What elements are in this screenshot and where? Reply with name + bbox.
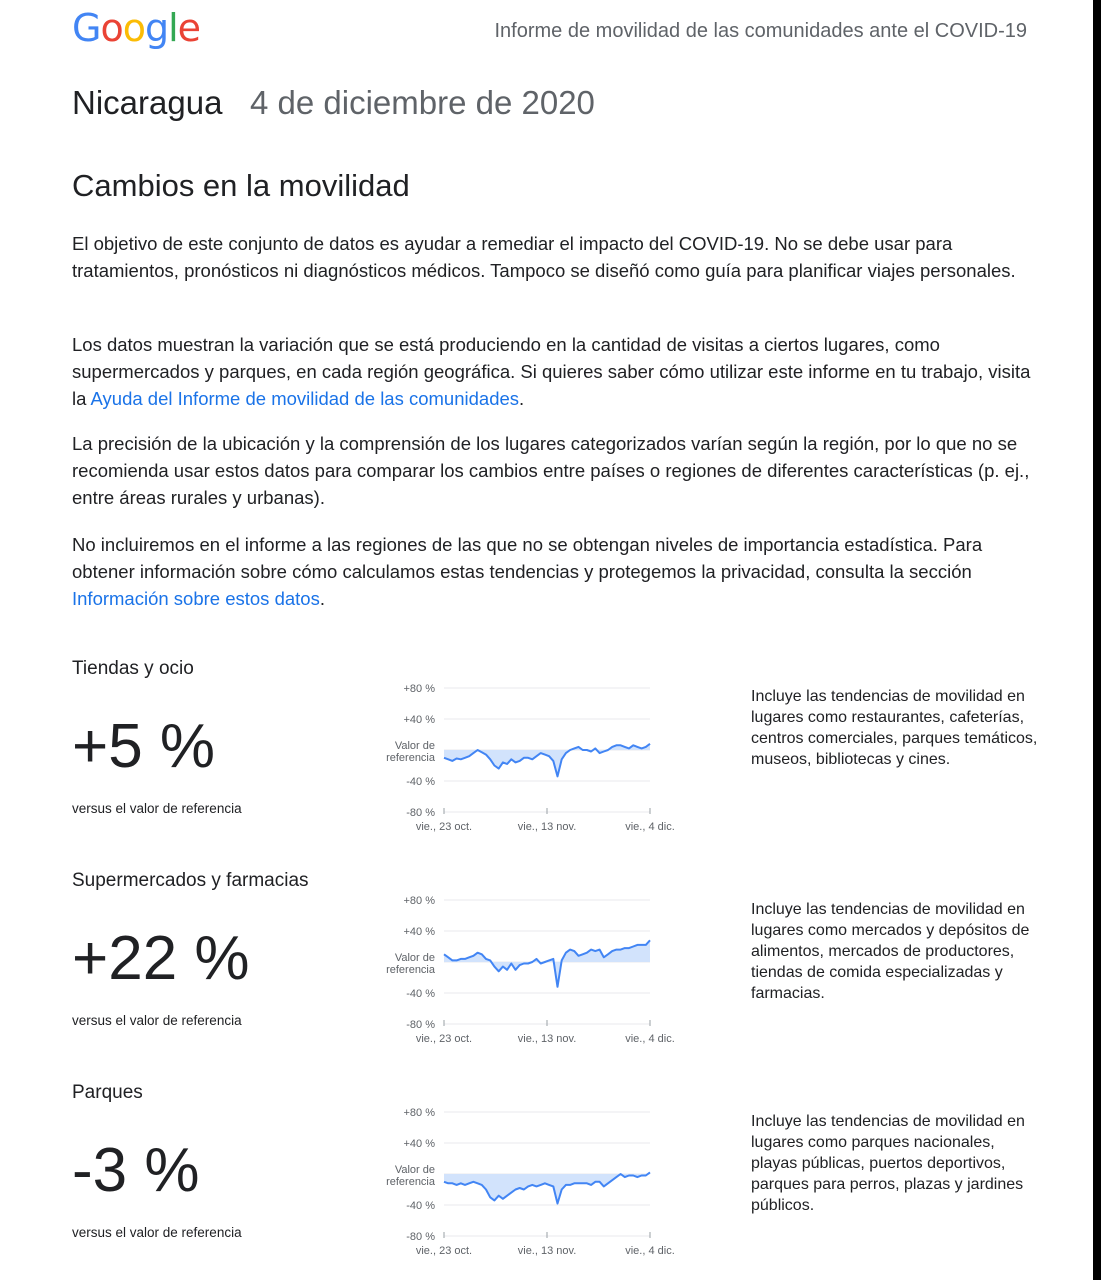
y-tick-label: -40 % [406, 988, 435, 1000]
series-area [444, 1172, 650, 1203]
x-tick-label: vie., 23 oct. [415, 1245, 473, 1257]
logo-letter: l [168, 6, 178, 50]
x-tick-label: vie., 4 dic. [625, 1033, 675, 1045]
help-link[interactable]: Ayuda del Informe de movilidad de las comunidades [90, 388, 520, 409]
y-tick-label: +40 % [403, 714, 435, 726]
mobility-value: +22 % [72, 924, 250, 993]
y-tick-label: -40 % [406, 776, 435, 788]
series-area [444, 744, 650, 777]
about-data-link[interactable]: Información sobre estos datos [72, 588, 320, 609]
y-tick-label: +80 % [403, 1107, 435, 1119]
paragraph-data-description [72, 331, 1032, 412]
section-title: Cambios en la movilidad [72, 168, 410, 203]
mobility-chart [360, 1102, 700, 1262]
mobility-value: +5 % [72, 712, 216, 781]
y-tick-label: Valor de [394, 952, 435, 964]
logo-letter: g [144, 6, 169, 50]
y-tick-label: +80 % [403, 895, 435, 907]
y-tick-label: -80 % [406, 1019, 435, 1031]
category-title: Supermercados y farmacias [72, 870, 309, 891]
x-tick-label: vie., 13 nov. [517, 1033, 577, 1045]
y-tick-label: +40 % [403, 1138, 435, 1150]
x-tick-label: vie., 13 nov. [517, 821, 577, 833]
paragraph-text: No incluiremos en el informe a las regiones de las que no se obtengan niveles de importancia estadística. Para obtener información sobre cómo calculamos estas tendencias y protegemos la privacidad, consulta la sección [72, 534, 983, 582]
paragraph-text: . [319, 588, 325, 609]
y-tick-label: +80 % [403, 683, 435, 695]
report-date: 4 de diciembre de 2020 [250, 84, 595, 121]
logo-letter: e [177, 6, 201, 50]
mobility-value: -3 % [72, 1136, 200, 1205]
x-tick-label: vie., 13 nov. [517, 1245, 577, 1257]
y-tick-label: -40 % [406, 1200, 435, 1212]
y-tick-label: referencia [386, 752, 435, 764]
mobility-chart [360, 678, 700, 838]
logo-letter: o [100, 6, 123, 50]
category-description: Incluye las tendencias de movilidad en lugares como parques nacionales, playas públicas, puertos deportivos, parques para perros, plazas y jardines públicos. [751, 1113, 1025, 1214]
logo-letter: o [122, 6, 145, 50]
x-tick-label: vie., 4 dic. [625, 821, 675, 833]
country-name: Nicaragua [72, 84, 223, 121]
logo-letter: G [72, 6, 101, 50]
report-title: Informe de movilidad de las comunidades ante el COVID-19 [494, 20, 1027, 42]
y-tick-label: -80 % [406, 1231, 435, 1243]
series-area [444, 940, 650, 987]
paragraph-privacy [72, 531, 1032, 612]
versus-label: versus el valor de referencia [72, 1013, 242, 1028]
paragraph-precision: La precisión de la ubicación y la comprensión de los lugares categorizados varían según la región, por lo que no se recomienda usar estos datos para comparar los cambios entre países o regiones de diferentes características (p. ej., entre áreas rurales y urbanas). [72, 433, 1030, 508]
x-tick-label: vie., 23 oct. [415, 1033, 473, 1045]
y-tick-label: Valor de [394, 740, 435, 752]
y-tick-label: +40 % [403, 926, 435, 938]
y-tick-label: Valor de [394, 1164, 435, 1176]
versus-label: versus el valor de referencia [72, 1225, 242, 1240]
y-tick-label: -80 % [406, 807, 435, 819]
y-tick-label: referencia [386, 1176, 435, 1188]
category-description: Incluye las tendencias de movilidad en lugares como mercados y depósitos de alimentos, mercados de productores, tiendas de comida especializadas y farmacias. [751, 901, 1030, 1002]
paragraph-purpose: El objetivo de este conjunto de datos es ayudar a remediar el impacto del COVID-19. No se debe usar para tratamientos, pronósticos ni diagnósticos médicos. Tampoco se diseñó como guía para planificar viajes personales. [72, 233, 1016, 281]
versus-label: versus el valor de referencia [72, 801, 242, 816]
google-logo [72, 6, 200, 50]
x-tick-label: vie., 4 dic. [625, 1245, 675, 1257]
category-title: Tiendas y ocio [72, 658, 194, 679]
series-line [444, 940, 650, 987]
x-tick-label: vie., 23 oct. [415, 821, 473, 833]
mobility-chart [360, 890, 700, 1050]
paragraph-text: Los datos muestran la variación que se está produciendo en la cantidad de visitas a ciertos lugares, como supermercados y parques, en cada región geográfica. Si quieres saber cómo utilizar este informe en tu trabajo, visita la [72, 334, 1031, 409]
y-tick-label: referencia [386, 964, 435, 976]
category-title: Parques [72, 1082, 143, 1103]
paragraph-text: . [519, 388, 525, 409]
category-description: Incluye las tendencias de movilidad en lugares como restaurantes, cafeterías, centros comerciales, parques temáticos, museos, bibliotecas y cines. [751, 688, 1038, 768]
